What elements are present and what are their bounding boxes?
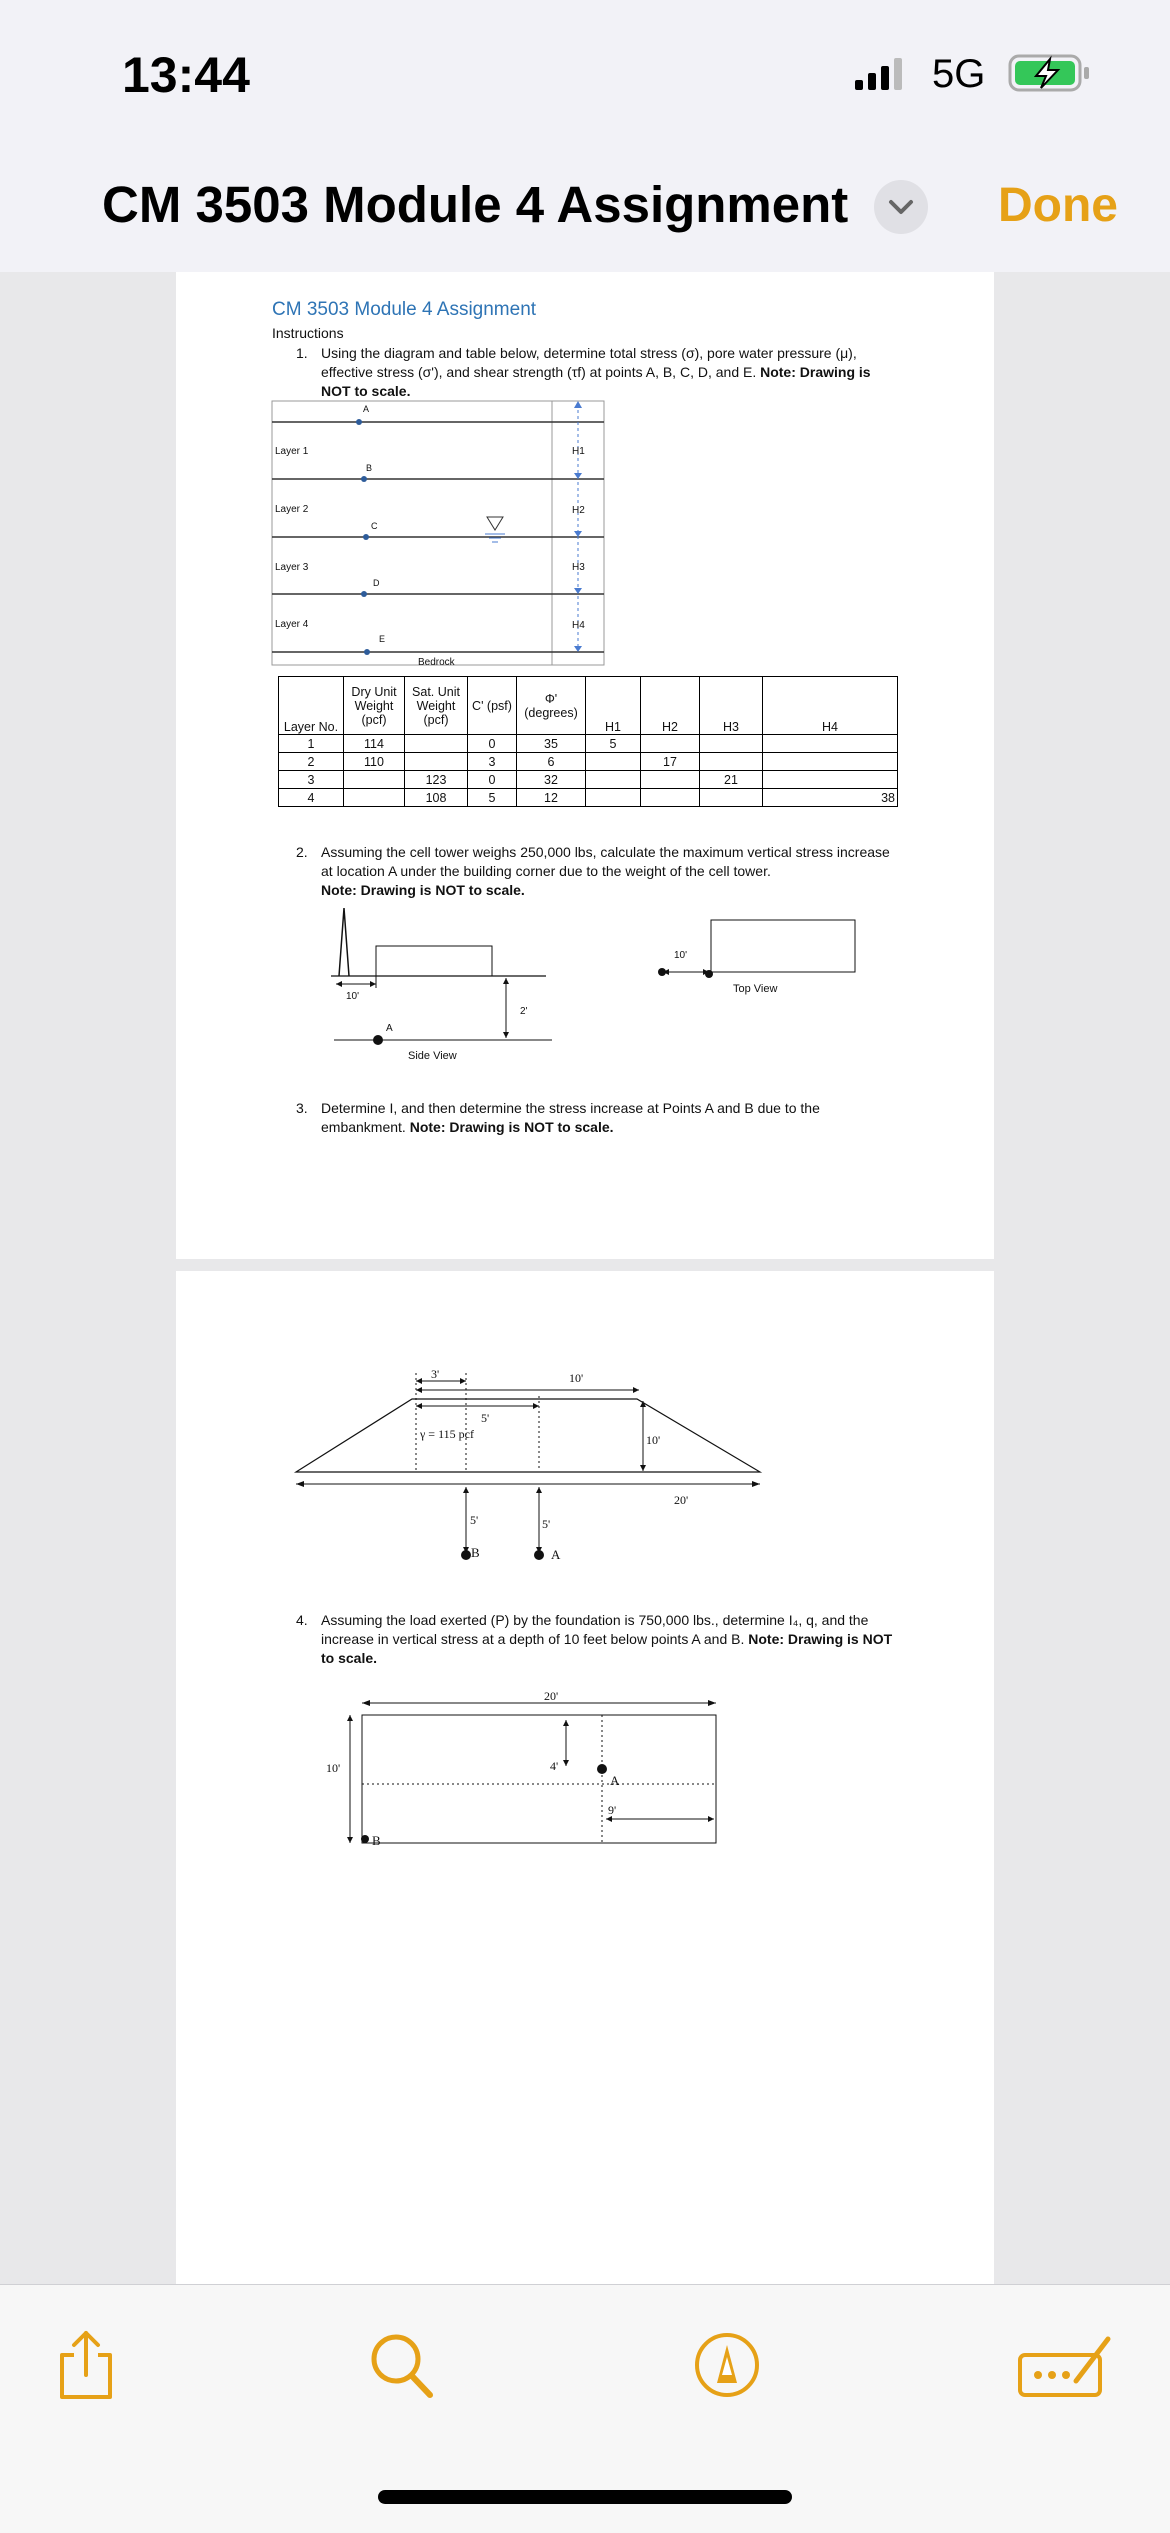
table-header: H3	[700, 677, 763, 735]
point-label: C	[371, 521, 378, 531]
home-indicator[interactable]	[378, 2490, 792, 2504]
status-time: 13:44	[122, 47, 250, 103]
height-label: H4	[572, 620, 585, 631]
point-label: B	[372, 1833, 381, 1848]
dim-label: 3'	[431, 1367, 440, 1381]
point-label: A	[363, 404, 370, 414]
layer-label: Layer 1	[275, 446, 309, 457]
dim-label: 5'	[481, 1411, 490, 1425]
chevron-down-icon	[874, 180, 928, 234]
q1-text: Using the diagram and table below, determine total stress (σ), pore water pressure (μ), effective stress (σ'), and shear strength (τf) at points A, B, C, D, and E. Note: Drawing is NOT to scale.	[321, 345, 871, 399]
table-header: Φ' (degrees)	[517, 677, 586, 735]
height-label: H1	[572, 446, 585, 457]
dim-label: 10'	[346, 991, 360, 1002]
height-label: H3	[572, 562, 585, 573]
signature-icon[interactable]	[1016, 2325, 1116, 2405]
unit-weight-label: γ = 115 pcf	[420, 1427, 474, 1441]
dim-label: 20'	[674, 1493, 689, 1507]
q1-number: 1.	[296, 345, 308, 361]
search-icon[interactable]	[368, 2325, 438, 2405]
table-header: H2	[641, 677, 700, 735]
table-header: H4	[763, 677, 898, 735]
point-label: D	[373, 578, 380, 588]
layer-label: Layer 3	[275, 562, 309, 573]
q4-text: Assuming the load exerted (P) by the foundation is 750,000 lbs., determine I₄, q, and the increase in vertical stress at a depth of 10 feet below points A and B. Note: Drawing is NOT to scale.	[321, 1612, 893, 1666]
table-header: C' (psf)	[468, 677, 517, 735]
dim-label: 10'	[326, 1761, 341, 1775]
cell-tower-diagram	[176, 272, 994, 1072]
document-title[interactable]: CM 3503 Module 4 Assignment	[102, 176, 849, 233]
point-label: A	[386, 1023, 393, 1034]
markup-icon[interactable]	[692, 2325, 762, 2405]
layer-label: Layer 2	[275, 504, 309, 515]
instructions-label: Instructions	[272, 325, 344, 341]
dim-label: 10'	[569, 1371, 584, 1385]
signal-icon	[855, 58, 915, 92]
height-label: H2	[572, 505, 585, 516]
foundation-diagram	[176, 1671, 994, 1971]
bedrock-label: Bedrock	[418, 657, 455, 668]
document-viewer[interactable]	[0, 272, 1170, 2284]
point-label: A	[610, 1773, 620, 1788]
dim-label: 5'	[470, 1513, 479, 1527]
dim-label: 10'	[674, 950, 688, 961]
point-label: B	[471, 1545, 480, 1560]
q2-number: 2.	[296, 844, 308, 860]
q2-text: Assuming the cell tower weighs 250,000 lbs, calculate the maximum vertical stress increase at location A under the building corner due to the weight of the cell tower. Note: Drawing is NOT to scale.	[321, 844, 890, 898]
table-row: 3 123 0 32 21	[279, 771, 898, 789]
pdf-page-2	[176, 1271, 994, 2284]
share-icon[interactable]	[54, 2325, 118, 2405]
table-header: H1	[586, 677, 641, 735]
q3-number: 3.	[296, 1100, 308, 1116]
dim-label: 5'	[542, 1517, 551, 1531]
table-header: Layer No.	[279, 677, 344, 735]
point-label: A	[551, 1547, 561, 1562]
dim-label: 2'	[520, 1006, 528, 1017]
point-label: B	[366, 463, 373, 473]
dim-label: 20'	[544, 1689, 559, 1703]
table-row: 4 108 5 12 38	[279, 789, 898, 807]
done-button[interactable]: Done	[998, 179, 1118, 232]
status-bar	[0, 0, 1170, 150]
battery-charging-icon	[1008, 54, 1092, 94]
dim-label: 9'	[608, 1803, 617, 1817]
network-label: 5G	[932, 52, 986, 96]
point-label: E	[379, 634, 386, 644]
dim-label: 4'	[550, 1759, 559, 1773]
view-label: Side View	[408, 1050, 457, 1062]
table-row: 1 114 0 35 5	[279, 735, 898, 753]
doc-heading: CM 3503 Module 4 Assignment	[272, 299, 537, 320]
dim-label: 10'	[646, 1433, 661, 1447]
view-label: Top View	[733, 983, 778, 995]
pdf-page-1	[176, 272, 994, 1259]
layer-label: Layer 4	[275, 619, 309, 630]
title-menu-button[interactable]	[874, 180, 928, 234]
q3-text: Determine I, and then determine the stress increase at Points A and B due to the embankment. Note: Drawing is NOT to scale.	[321, 1100, 820, 1135]
table-row: 2 110 3 6 17	[279, 753, 898, 771]
table-header: Sat. Unit Weight (pcf)	[405, 677, 468, 735]
table-header: Dry Unit Weight (pcf)	[344, 677, 405, 735]
q4-number: 4.	[296, 1612, 308, 1628]
